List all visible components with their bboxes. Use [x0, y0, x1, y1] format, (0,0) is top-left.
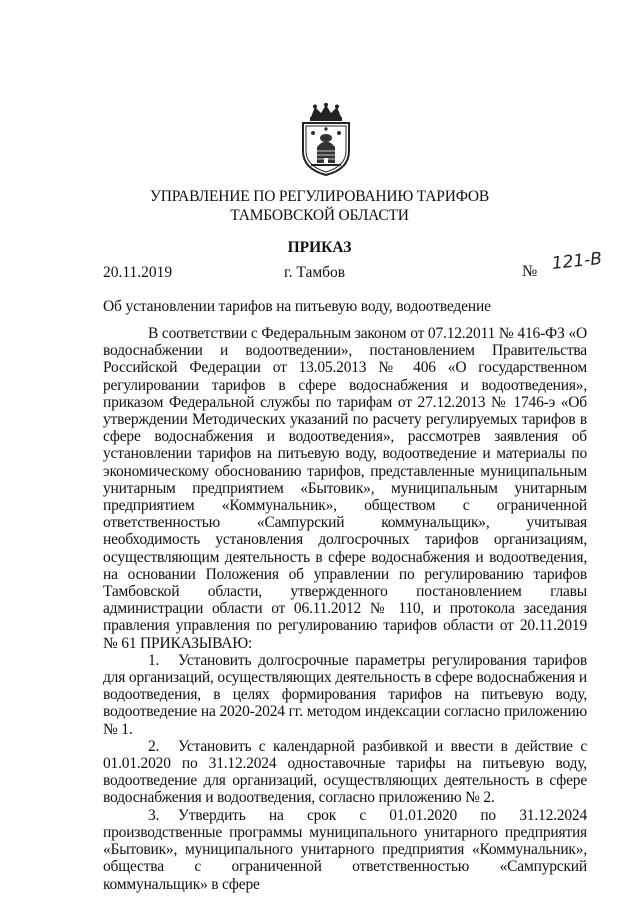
organization-name-line1: УПРАВЛЕНИЕ ПО РЕГУЛИРОВАНИЮ ТАРИФОВ — [149, 188, 490, 205]
item-number: 2. — [148, 737, 160, 755]
document-subject: Об установлении тарифов на питьевую воду, водоотведение — [103, 298, 491, 315]
document-type-title: ПРИКАЗ — [287, 239, 352, 256]
item-number: 1. — [148, 651, 160, 669]
item-text: Установить с календарной разбивкой и ввести в действие с 01.01.2020 по 31.12.2024 одноставочные тарифы на питьевую воду, водоотведение для организаций, осуществляющих деятельность в сфере водоснабжения и водоотведения, согласно приложению № 2. — [103, 737, 587, 807]
organization-name-line2: ТАМБОВСКОЙ ОБЛАСТИ — [230, 207, 409, 224]
coat-of-arms-icon — [297, 103, 355, 177]
document-number-handwritten: 121-В — [550, 248, 604, 274]
item-text: Установить долгосрочные параметры регулирования тарифов для организаций, осуществляющих деятельность в сфере водоснабжения и водоотведения, в целях формирования тарифов на питьевую воду, водоотведение на 2020-2024 гг. методом индексации согласно приложению № 1. — [103, 651, 587, 738]
document-city: г. Тамбов — [284, 264, 346, 281]
document-date: 20.11.2019 — [103, 264, 173, 281]
order-item-1 — [103, 652, 587, 738]
order-item-3 — [103, 807, 587, 893]
document-number-label: № — [522, 263, 538, 280]
item-number: 3. — [148, 806, 160, 824]
preamble-paragraph: В соответствии с Федеральным законом от 07.12.2011 № 416-ФЗ «О водоснабжении и водоотведении», постановлением Правительства Российской Федерации от 13.05.2013 № 406 «О государственном регулировании тарифов в сфере водоснабжения и водоотведения», приказом Федеральной службы по тарифам от 27.12.2013 № 1746-э «Об утверждении Методических указаний по расчету регулируемых тарифов в сфере водоснабжения и водоотведения», рассмотрев заявления об установлении тарифов на питьевую воду, водоотведение и материалы по экономическому обоснованию тарифов, представленные муниципальным унитарным предприятием «Бытовик», муниципальным унитарным предприятием «Коммунальник», обществом с ограниченной ответственностью «Сампурский коммунальщик», учитывая необходимость установления долгосрочных тарифов организациям, осуществляющим деятельность в сфере водоснабжения и водоотведения, на основании Положения об управлении по регулированию тарифов Тамбовской области, утвержденного постановлением главы администрации области от 06.11.2012 № 110, и протокола заседания правления управления по регулированию тарифов области от 20.11.2019 № 61 ПРИКАЗЫВАЮ: — [103, 325, 587, 652]
order-item-2 — [103, 738, 587, 807]
item-text: Утвердить на срок с 01.01.2020 по 31.12.2024 производственные программы муниципального унитарного предприятия «Бытовик», муниципального унитарного предприятия «Коммунальник», общества с ограниченной ответственностью «Сампурский коммунальщик» в сфере — [103, 806, 587, 893]
document-body — [103, 325, 587, 893]
